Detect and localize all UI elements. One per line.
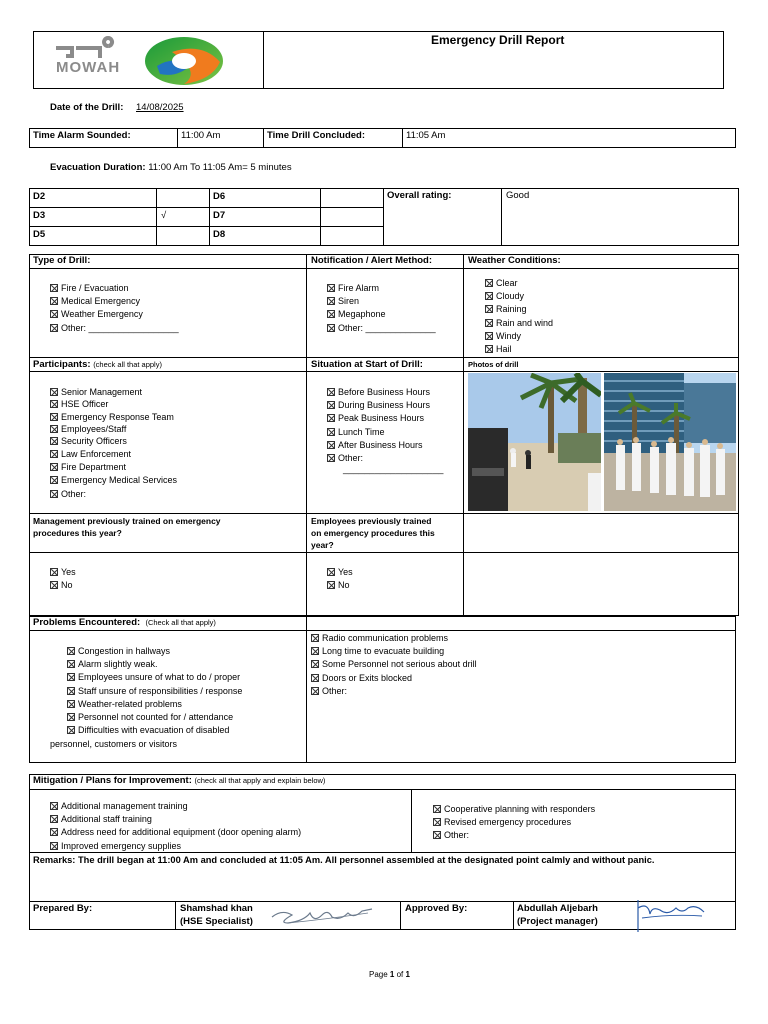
drill-photo-1 [468, 373, 601, 511]
checkbox-icon [50, 490, 58, 498]
page-num: 1 [389, 970, 395, 979]
situation-other-line: ___________________ [343, 464, 444, 475]
checkbox-icon [327, 441, 335, 449]
list-item[interactable]: Cooperative planning with responders [433, 802, 595, 815]
type-of-drill-list [50, 281, 179, 334]
checkbox-icon [50, 581, 58, 589]
concluded-value: 11:05 Am [406, 130, 446, 141]
mitigation-note: (check all that apply and explain below) [194, 776, 326, 785]
list-item[interactable]: Yes [327, 565, 353, 578]
participants-label: Participants: [33, 359, 91, 370]
mitigation-left-list [50, 799, 301, 852]
checkbox-icon [311, 687, 319, 695]
page-word: Page [369, 970, 388, 979]
list-item[interactable]: Radio communication problems [311, 631, 477, 644]
checkbox-icon [327, 568, 335, 576]
emp-trained-label-2: on emergency procedures this [311, 528, 435, 538]
checkbox-icon [50, 450, 58, 458]
checkbox-icon [50, 828, 58, 836]
checkbox-icon [50, 400, 58, 408]
list-item[interactable]: During Business Hours [327, 398, 430, 411]
checkbox-icon [327, 284, 335, 292]
checkbox-icon [485, 292, 493, 300]
checkbox-icon [327, 324, 335, 332]
checkbox-icon [327, 388, 335, 396]
problems-note: (Check all that apply) [145, 618, 216, 627]
approved-name: Abdullah Aljebarh [517, 903, 598, 914]
evacuation-label: Evacuation Duration: [50, 162, 146, 173]
evacuation-value: 11:00 Am To 11:05 Am= 5 minutes [148, 162, 292, 173]
emp-trained-label-1: Employees previously trained [311, 516, 432, 526]
list-item[interactable]: Senior Management [50, 385, 177, 398]
date-value: 14/08/2025 [136, 102, 184, 113]
checkbox-icon [67, 660, 75, 668]
checkbox-icon [485, 332, 493, 340]
rating-label: Overall rating: [387, 190, 452, 201]
times-table [29, 128, 736, 148]
checkbox-icon [50, 324, 58, 332]
checkbox-icon [327, 414, 335, 422]
list-item[interactable]: HSE Officer [50, 398, 177, 410]
checkbox-icon [50, 297, 58, 305]
list-item[interactable]: Some Personnel not serious about drill [311, 658, 477, 671]
checkbox-icon [433, 805, 441, 813]
list-item[interactable]: Employees unsure of what to do / proper [67, 671, 242, 684]
emp-trained-list [327, 565, 353, 592]
page-footer [369, 969, 410, 981]
list-item[interactable]: After Business Hours [327, 438, 430, 451]
checkbox-icon [433, 831, 441, 839]
list-item[interactable]: Megaphone [327, 308, 436, 321]
drill-d8: D8 [213, 229, 226, 240]
checkbox-icon [311, 660, 319, 668]
list-item[interactable]: Security Officers [50, 435, 177, 447]
problems-left-list [67, 644, 242, 737]
weather-list [485, 276, 553, 356]
list-item[interactable]: Other: [327, 451, 430, 464]
situation-label: Situation at Start of Drill: [311, 359, 423, 370]
list-item[interactable]: Yes [50, 565, 76, 578]
mitigation-label: Mitigation / Plans for Improvement: [33, 775, 192, 786]
list-item[interactable]: Additional staff training [50, 812, 301, 825]
checkbox-icon [67, 700, 75, 708]
list-item[interactable]: Fire Department [50, 460, 177, 473]
list-item[interactable]: Siren [327, 294, 436, 307]
checkbox-icon [50, 842, 58, 850]
alarm-value: 11:00 Am [181, 130, 221, 141]
prepared-role: (HSE Specialist) [180, 916, 253, 927]
approved-signature [632, 896, 712, 934]
list-item[interactable]: Congestion in hallways [67, 644, 242, 657]
checkbox-icon [327, 310, 335, 318]
problems-header [33, 617, 216, 629]
list-item[interactable]: Emergency Medical Services [50, 474, 177, 487]
checkbox-icon [327, 401, 335, 409]
prepared-signature [268, 903, 388, 929]
checkbox-icon [327, 297, 335, 305]
list-item[interactable]: Alarm slightly weak. [67, 657, 242, 670]
list-item[interactable]: Address need for additional equipment (door opening alarm) [50, 826, 301, 839]
date-label: Date of the Drill: [50, 102, 124, 113]
checkbox-icon [50, 425, 58, 433]
drill-d6: D6 [213, 191, 226, 202]
participants-header [33, 359, 162, 371]
list-item[interactable]: Employees/Staff [50, 423, 177, 435]
page-total: 1 [405, 970, 410, 979]
type-of-drill-label: Type of Drill: [33, 255, 91, 266]
mgmt-trained-list [50, 565, 76, 592]
list-item[interactable]: Staff unsure of responsibilities / response [67, 684, 242, 697]
problems-label: Problems Encountered: [33, 617, 141, 628]
list-item[interactable]: Emergency Response Team [50, 410, 177, 422]
checkbox-icon [50, 476, 58, 484]
checkbox-icon [50, 568, 58, 576]
list-item[interactable]: Fire / Evacuation [50, 281, 179, 294]
checkbox-icon [67, 726, 75, 734]
checkbox-icon [50, 437, 58, 445]
checkbox-icon [327, 428, 335, 436]
checkbox-icon [50, 310, 58, 318]
logo-text: MOWAH [56, 59, 121, 76]
list-item[interactable]: No [50, 578, 76, 591]
drill-d3: D3 [33, 210, 46, 221]
list-item[interactable]: Revised emergency procedures [433, 815, 595, 828]
checkbox-icon [50, 463, 58, 471]
notification-list [327, 281, 436, 334]
problems-left-tail: personnel, customers or visitors [50, 739, 178, 749]
list-item[interactable]: Law Enforcement [50, 447, 177, 460]
list-item[interactable]: Improved emergency supplies [50, 839, 301, 852]
remarks-text: Remarks: The drill began at 11:00 Am and concluded at 11:05 Am. All personnel assembled at the designated point calmly and without panic. [33, 855, 655, 865]
checkbox-icon [67, 687, 75, 695]
list-item[interactable]: Windy [485, 329, 553, 342]
list-item[interactable]: Long time to evacuate building [311, 644, 477, 657]
mitigation-right-list [433, 802, 595, 842]
drill-d3-mark: √ [161, 210, 167, 221]
participants-note: (check all that apply) [93, 360, 162, 369]
checkbox-icon [485, 345, 493, 353]
list-item[interactable]: Weather-related problems [67, 697, 242, 710]
checkbox-icon [67, 673, 75, 681]
checkbox-icon [50, 284, 58, 292]
of-word: of [396, 970, 404, 979]
list-item[interactable]: Lunch Time [327, 425, 430, 438]
list-item[interactable]: Fire Alarm [327, 281, 436, 294]
weather-label: Weather Conditions: [468, 255, 561, 266]
checkbox-icon [485, 279, 493, 287]
list-item[interactable]: Other: [50, 487, 177, 500]
checkbox-icon [311, 647, 319, 655]
approved-label: Approved By: [405, 903, 468, 914]
checkbox-icon [67, 647, 75, 655]
emp-trained-label-3: year? [311, 540, 334, 550]
list-item[interactable]: Additional management training [50, 799, 301, 812]
mitigation-header [33, 775, 325, 787]
checkbox-icon [327, 454, 335, 462]
alarm-label: Time Alarm Sounded: [33, 130, 131, 141]
checkbox-icon [50, 413, 58, 421]
checkbox-icon [50, 802, 58, 810]
drill-d5: D5 [33, 229, 46, 240]
checkbox-icon [433, 818, 441, 826]
checkbox-icon [50, 388, 58, 396]
concluded-label: Time Drill Concluded: [267, 130, 366, 141]
checkbox-icon [485, 305, 493, 313]
list-item[interactable]: Other: __________________ [50, 321, 179, 334]
list-item[interactable]: Difficulties with evacuation of disabled [67, 724, 242, 737]
drill-d7: D7 [213, 210, 226, 221]
mgmt-trained-label-1: Management previously trained on emergency [33, 516, 221, 526]
notification-label: Notification / Alert Method: [311, 255, 433, 266]
list-item[interactable]: Clear [485, 276, 553, 289]
approved-role: (Project manager) [517, 916, 598, 927]
list-item[interactable]: Medical Emergency [50, 294, 179, 307]
checkbox-icon [485, 319, 493, 327]
photos-label: Photos of drill [468, 360, 519, 369]
drill-d2: D2 [33, 191, 46, 202]
list-item[interactable]: Cloudy [485, 289, 553, 302]
rating-value: Good [506, 190, 530, 201]
list-item[interactable]: Doors or Exits blocked [311, 671, 477, 684]
list-item[interactable]: Personnel not counted for / attendance [67, 710, 242, 723]
company-logo [52, 34, 232, 86]
checkbox-icon [311, 674, 319, 682]
list-item[interactable]: Other: ______________ [327, 321, 436, 334]
drill-photo-2 [604, 373, 736, 511]
list-item[interactable]: Hail [485, 342, 553, 355]
list-item[interactable]: Before Business Hours [327, 385, 430, 398]
prepared-label: Prepared By: [33, 903, 93, 914]
list-item[interactable]: Other: [433, 829, 595, 842]
problems-right-list [311, 631, 477, 697]
list-item[interactable]: Rain and wind [485, 316, 553, 329]
list-item[interactable]: Other: [311, 684, 477, 697]
list-item[interactable]: Peak Business Hours [327, 412, 430, 425]
mgmt-trained-label-2: procedures this year? [33, 528, 122, 538]
report-title: Emergency Drill Report [431, 33, 565, 47]
evacuation-line [50, 162, 292, 174]
list-item[interactable]: No [327, 578, 353, 591]
list-item[interactable]: Raining [485, 303, 553, 316]
list-item[interactable]: Weather Emergency [50, 308, 179, 321]
checkbox-icon [311, 634, 319, 642]
checkbox-icon [67, 713, 75, 721]
situation-list [327, 385, 430, 465]
checkbox-icon [327, 581, 335, 589]
participants-list [50, 385, 177, 500]
prepared-name: Shamshad khan [180, 903, 253, 914]
drills-table [29, 188, 739, 246]
checkbox-icon [50, 815, 58, 823]
